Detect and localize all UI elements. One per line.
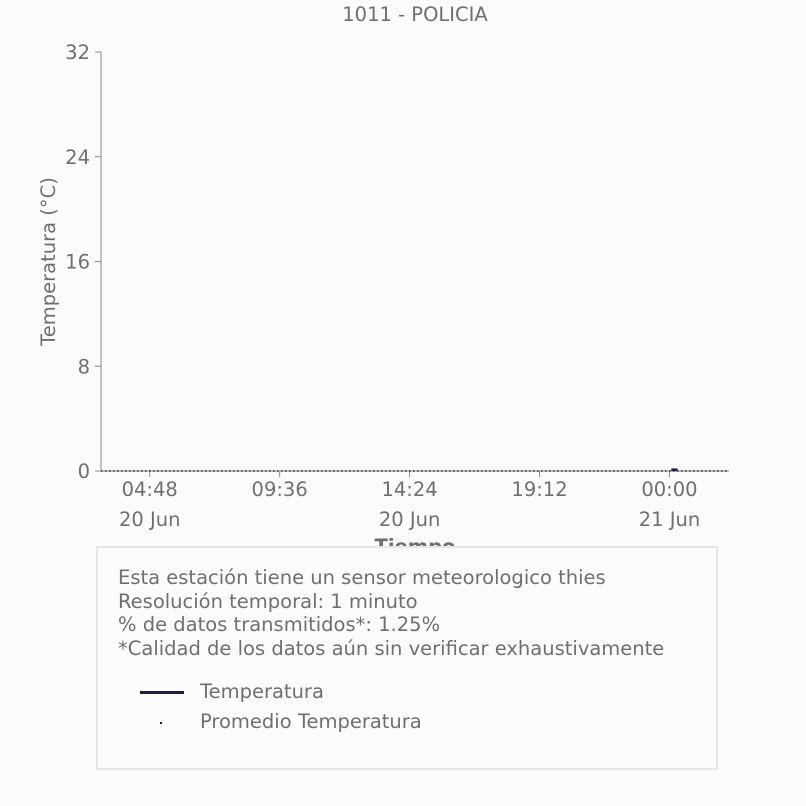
y-tick-label: 16 bbox=[65, 250, 90, 274]
x-tick-date-label: 21 Jun bbox=[638, 508, 701, 531]
x-tick-date-label: 20 Jun bbox=[118, 508, 181, 531]
x-tick-label: 14:24 bbox=[381, 478, 438, 501]
legend-label: Promedio Temperatura bbox=[200, 710, 422, 733]
legend-dot-icon bbox=[160, 722, 162, 724]
y-tick-label: 32 bbox=[65, 41, 90, 64]
info-line-sensor: Esta estación tiene un sensor meteorologico thies bbox=[118, 566, 606, 589]
x-tick-date-label: 20 Jun bbox=[378, 508, 441, 531]
info-line-quality-note: *Calidad de los datos aún sin verificar exhaustivamente bbox=[118, 636, 665, 660]
legend-line-icon bbox=[140, 691, 184, 694]
y-tick-label: 0 bbox=[77, 460, 90, 483]
y-axis-label: Temperatura (°C) bbox=[37, 177, 60, 346]
station-info-box bbox=[96, 546, 718, 770]
legend-label: Temperatura bbox=[200, 680, 324, 703]
y-tick-label: 24 bbox=[65, 145, 90, 169]
chart-title: 1011 - POLICIA bbox=[342, 3, 488, 26]
y-tick-label: 8 bbox=[77, 355, 90, 379]
x-tick-label: 09:36 bbox=[251, 478, 308, 501]
info-line-transmitted: % de datos transmitidos*: 1.25% bbox=[118, 613, 441, 636]
info-line-resolution: Resolución temporal: 1 minuto bbox=[118, 589, 418, 613]
x-tick-label: 19:12 bbox=[511, 478, 568, 501]
station-info-text bbox=[118, 566, 664, 660]
x-tick-label: 00:00 bbox=[641, 478, 698, 501]
x-tick-label: 04:48 bbox=[121, 478, 178, 501]
